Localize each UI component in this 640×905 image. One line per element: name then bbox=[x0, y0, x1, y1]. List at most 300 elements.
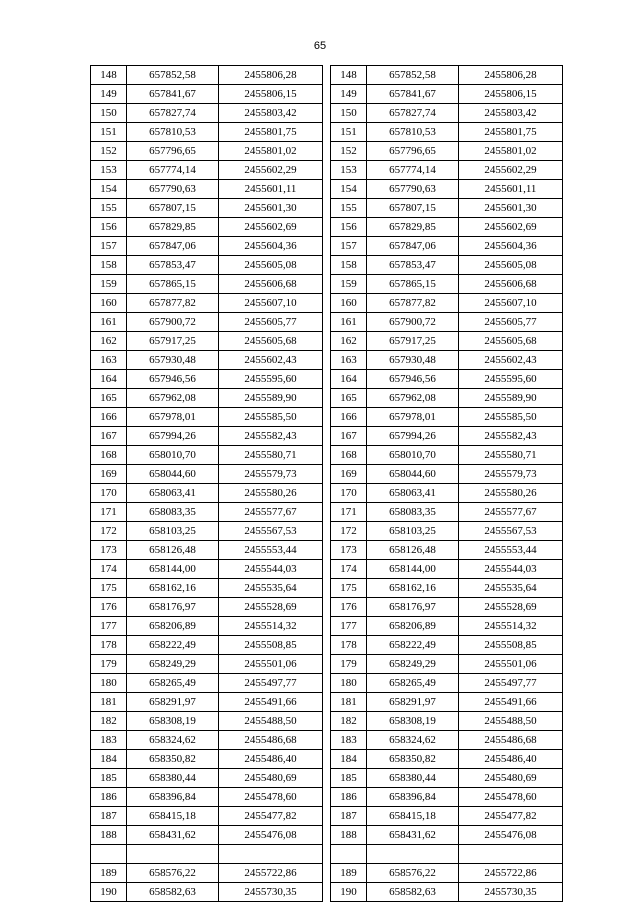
table-row bbox=[91, 636, 563, 655]
left-y-coordinate-cell: 2455595,60 bbox=[219, 370, 323, 389]
right-point-number-cell: 157 bbox=[331, 237, 367, 256]
left-x-coordinate-cell: 657900,72 bbox=[127, 313, 219, 332]
right-x-coordinate-cell: 657865,15 bbox=[367, 275, 459, 294]
right-y-coordinate-cell: 2455553,44 bbox=[459, 541, 563, 560]
left-y-coordinate-cell: 2455601,11 bbox=[219, 180, 323, 199]
right-point-number-cell: 171 bbox=[331, 503, 367, 522]
column-gap bbox=[323, 598, 331, 617]
left-y-coordinate-cell: 2455589,90 bbox=[219, 389, 323, 408]
left-x-coordinate-cell: 657810,53 bbox=[127, 123, 219, 142]
right-point-number-cell: 166 bbox=[331, 408, 367, 427]
table-row bbox=[91, 484, 563, 503]
right-x-coordinate-cell: 658576,22 bbox=[367, 864, 459, 883]
right-x-coordinate-cell: 657790,63 bbox=[367, 180, 459, 199]
left-x-coordinate-cell: 657841,67 bbox=[127, 85, 219, 104]
right-point-number-cell: 180 bbox=[331, 674, 367, 693]
table-row bbox=[91, 351, 563, 370]
right-x-coordinate-cell: 657877,82 bbox=[367, 294, 459, 313]
right-point-number-cell: 161 bbox=[331, 313, 367, 332]
left-x-coordinate-cell: 658103,25 bbox=[127, 522, 219, 541]
column-gap bbox=[323, 522, 331, 541]
left-point-number-cell: 170 bbox=[91, 484, 127, 503]
left-point-number-cell: 182 bbox=[91, 712, 127, 731]
table-row bbox=[91, 693, 563, 712]
right-x-coordinate-cell: 658249,29 bbox=[367, 655, 459, 674]
right-y-coordinate-cell: 2455803,42 bbox=[459, 104, 563, 123]
right-point-number-cell: 188 bbox=[331, 826, 367, 845]
column-gap bbox=[323, 731, 331, 750]
right-y-coordinate-cell: 2455486,40 bbox=[459, 750, 563, 769]
left-point-number-cell: 155 bbox=[91, 199, 127, 218]
right-x-coordinate-cell: 657807,15 bbox=[367, 199, 459, 218]
right-point-number-cell: 163 bbox=[331, 351, 367, 370]
right-x-coordinate-cell: 657810,53 bbox=[367, 123, 459, 142]
left-x-coordinate-cell: 658415,18 bbox=[127, 807, 219, 826]
right-point-number-cell: 182 bbox=[331, 712, 367, 731]
left-y-coordinate-cell: 2455478,60 bbox=[219, 788, 323, 807]
column-gap bbox=[323, 560, 331, 579]
right-y-coordinate-cell: 2455604,36 bbox=[459, 237, 563, 256]
table-row bbox=[91, 598, 563, 617]
right-y-coordinate-cell: 2455722,86 bbox=[459, 864, 563, 883]
right-x-coordinate-cell: 658126,48 bbox=[367, 541, 459, 560]
right-point-number-cell: 172 bbox=[331, 522, 367, 541]
left-y-coordinate-cell: 2455722,86 bbox=[219, 864, 323, 883]
right-y-coordinate-cell: 2455801,02 bbox=[459, 142, 563, 161]
right-x-coordinate-cell: 657994,26 bbox=[367, 427, 459, 446]
right-x-coordinate-cell: 657853,47 bbox=[367, 256, 459, 275]
table-row bbox=[91, 712, 563, 731]
left-y-coordinate-cell: 2455607,10 bbox=[219, 294, 323, 313]
table-row bbox=[91, 579, 563, 598]
left-y-coordinate-cell: 2455476,08 bbox=[219, 826, 323, 845]
table-row bbox=[91, 864, 563, 883]
table-row bbox=[91, 883, 563, 902]
column-gap bbox=[323, 142, 331, 161]
table-gap-row bbox=[91, 845, 563, 864]
left-y-coordinate-cell: 2455730,35 bbox=[219, 883, 323, 902]
table-row bbox=[91, 655, 563, 674]
table-row bbox=[91, 142, 563, 161]
right-y-coordinate-cell: 2455501,06 bbox=[459, 655, 563, 674]
right-y-coordinate-cell: 2455480,69 bbox=[459, 769, 563, 788]
left-y-coordinate-cell: 2455602,43 bbox=[219, 351, 323, 370]
left-point-number-cell: 183 bbox=[91, 731, 127, 750]
left-x-coordinate-cell: 658044,60 bbox=[127, 465, 219, 484]
right-point-number-cell: 153 bbox=[331, 161, 367, 180]
right-x-coordinate-cell: 657852,58 bbox=[367, 66, 459, 85]
table-row bbox=[91, 807, 563, 826]
table-row bbox=[91, 218, 563, 237]
table-row bbox=[91, 826, 563, 845]
table-row bbox=[91, 560, 563, 579]
left-y-coordinate-cell: 2455580,71 bbox=[219, 446, 323, 465]
right-x-coordinate-cell: 657962,08 bbox=[367, 389, 459, 408]
right-x-coordinate-cell: 657978,01 bbox=[367, 408, 459, 427]
right-y-coordinate-cell: 2455602,43 bbox=[459, 351, 563, 370]
column-gap bbox=[323, 712, 331, 731]
left-y-coordinate-cell: 2455606,68 bbox=[219, 275, 323, 294]
right-y-coordinate-cell: 2455567,53 bbox=[459, 522, 563, 541]
table-row bbox=[91, 750, 563, 769]
coordinate-table bbox=[90, 65, 563, 902]
left-x-coordinate-cell: 658350,82 bbox=[127, 750, 219, 769]
column-gap bbox=[323, 66, 331, 85]
column-gap bbox=[323, 864, 331, 883]
right-y-coordinate-cell: 2455806,28 bbox=[459, 66, 563, 85]
column-gap bbox=[323, 750, 331, 769]
right-point-number-cell: 150 bbox=[331, 104, 367, 123]
right-y-coordinate-cell: 2455580,26 bbox=[459, 484, 563, 503]
left-x-coordinate-cell: 658582,63 bbox=[127, 883, 219, 902]
right-y-coordinate-cell: 2455582,43 bbox=[459, 427, 563, 446]
left-point-number-cell: 162 bbox=[91, 332, 127, 351]
right-y-coordinate-cell: 2455477,82 bbox=[459, 807, 563, 826]
right-point-number-cell bbox=[331, 845, 367, 864]
left-x-coordinate-cell: 658010,70 bbox=[127, 446, 219, 465]
left-point-number-cell: 173 bbox=[91, 541, 127, 560]
left-point-number-cell: 150 bbox=[91, 104, 127, 123]
column-gap bbox=[323, 351, 331, 370]
left-x-coordinate-cell: 658249,29 bbox=[127, 655, 219, 674]
left-x-coordinate-cell: 658222,49 bbox=[127, 636, 219, 655]
table-row bbox=[91, 256, 563, 275]
left-x-coordinate-cell: 657807,15 bbox=[127, 199, 219, 218]
left-point-number-cell: 179 bbox=[91, 655, 127, 674]
left-y-coordinate-cell: 2455477,82 bbox=[219, 807, 323, 826]
left-point-number-cell: 178 bbox=[91, 636, 127, 655]
right-y-coordinate-cell: 2455476,08 bbox=[459, 826, 563, 845]
left-x-coordinate-cell: 658083,35 bbox=[127, 503, 219, 522]
left-y-coordinate-cell: 2455604,36 bbox=[219, 237, 323, 256]
left-point-number-cell: 188 bbox=[91, 826, 127, 845]
right-y-coordinate-cell: 2455801,75 bbox=[459, 123, 563, 142]
column-gap bbox=[323, 275, 331, 294]
left-x-coordinate-cell: 658063,41 bbox=[127, 484, 219, 503]
right-y-coordinate-cell: 2455589,90 bbox=[459, 389, 563, 408]
right-x-coordinate-cell: 658324,62 bbox=[367, 731, 459, 750]
left-x-coordinate-cell: 657774,14 bbox=[127, 161, 219, 180]
right-x-coordinate-cell: 657827,74 bbox=[367, 104, 459, 123]
right-y-coordinate-cell: 2455607,10 bbox=[459, 294, 563, 313]
right-point-number-cell: 164 bbox=[331, 370, 367, 389]
left-y-coordinate-cell: 2455605,08 bbox=[219, 256, 323, 275]
left-y-coordinate-cell: 2455801,75 bbox=[219, 123, 323, 142]
left-y-coordinate-cell: 2455801,02 bbox=[219, 142, 323, 161]
column-gap bbox=[323, 104, 331, 123]
right-x-coordinate-cell: 658063,41 bbox=[367, 484, 459, 503]
right-y-coordinate-cell: 2455601,30 bbox=[459, 199, 563, 218]
right-point-number-cell: 184 bbox=[331, 750, 367, 769]
right-x-coordinate-cell: 657946,56 bbox=[367, 370, 459, 389]
table-row bbox=[91, 370, 563, 389]
left-y-coordinate-cell: 2455497,77 bbox=[219, 674, 323, 693]
table-row bbox=[91, 161, 563, 180]
right-point-number-cell: 185 bbox=[331, 769, 367, 788]
left-point-number-cell: 163 bbox=[91, 351, 127, 370]
right-y-coordinate-cell bbox=[459, 845, 563, 864]
left-y-coordinate-cell: 2455585,50 bbox=[219, 408, 323, 427]
column-gap bbox=[323, 389, 331, 408]
table-row bbox=[91, 522, 563, 541]
left-x-coordinate-cell: 658576,22 bbox=[127, 864, 219, 883]
right-x-coordinate-cell: 657930,48 bbox=[367, 351, 459, 370]
table-row bbox=[91, 66, 563, 85]
left-point-number-cell: 184 bbox=[91, 750, 127, 769]
right-x-coordinate-cell: 658291,97 bbox=[367, 693, 459, 712]
right-point-number-cell: 167 bbox=[331, 427, 367, 446]
left-x-coordinate-cell: 657829,85 bbox=[127, 218, 219, 237]
left-x-coordinate-cell: 658431,62 bbox=[127, 826, 219, 845]
right-x-coordinate-cell: 658396,84 bbox=[367, 788, 459, 807]
right-x-coordinate-cell: 658350,82 bbox=[367, 750, 459, 769]
right-point-number-cell: 170 bbox=[331, 484, 367, 503]
right-point-number-cell: 183 bbox=[331, 731, 367, 750]
right-x-coordinate-cell: 658083,35 bbox=[367, 503, 459, 522]
left-y-coordinate-cell: 2455528,69 bbox=[219, 598, 323, 617]
column-gap bbox=[323, 845, 331, 864]
right-point-number-cell: 173 bbox=[331, 541, 367, 560]
right-y-coordinate-cell: 2455602,29 bbox=[459, 161, 563, 180]
column-gap bbox=[323, 294, 331, 313]
table-row bbox=[91, 769, 563, 788]
table-row bbox=[91, 104, 563, 123]
column-gap bbox=[323, 636, 331, 655]
right-y-coordinate-cell: 2455605,77 bbox=[459, 313, 563, 332]
left-point-number-cell: 159 bbox=[91, 275, 127, 294]
left-point-number-cell bbox=[91, 845, 127, 864]
left-x-coordinate-cell: 658324,62 bbox=[127, 731, 219, 750]
right-y-coordinate-cell: 2455508,85 bbox=[459, 636, 563, 655]
left-x-coordinate-cell: 657877,82 bbox=[127, 294, 219, 313]
left-y-coordinate-cell: 2455488,50 bbox=[219, 712, 323, 731]
left-y-coordinate-cell: 2455605,77 bbox=[219, 313, 323, 332]
right-point-number-cell: 174 bbox=[331, 560, 367, 579]
table-row bbox=[91, 275, 563, 294]
left-point-number-cell: 186 bbox=[91, 788, 127, 807]
column-gap bbox=[323, 256, 331, 275]
right-point-number-cell: 160 bbox=[331, 294, 367, 313]
right-x-coordinate-cell: 658308,19 bbox=[367, 712, 459, 731]
table-row bbox=[91, 180, 563, 199]
column-gap bbox=[323, 503, 331, 522]
right-y-coordinate-cell: 2455585,50 bbox=[459, 408, 563, 427]
left-point-number-cell: 181 bbox=[91, 693, 127, 712]
right-point-number-cell: 177 bbox=[331, 617, 367, 636]
table-row bbox=[91, 199, 563, 218]
right-x-coordinate-cell: 658582,63 bbox=[367, 883, 459, 902]
table-row bbox=[91, 408, 563, 427]
right-point-number-cell: 178 bbox=[331, 636, 367, 655]
right-point-number-cell: 190 bbox=[331, 883, 367, 902]
right-point-number-cell: 156 bbox=[331, 218, 367, 237]
left-point-number-cell: 171 bbox=[91, 503, 127, 522]
left-y-coordinate-cell: 2455486,40 bbox=[219, 750, 323, 769]
left-y-coordinate-cell: 2455602,29 bbox=[219, 161, 323, 180]
column-gap bbox=[323, 883, 331, 902]
column-gap bbox=[323, 693, 331, 712]
right-y-coordinate-cell: 2455606,68 bbox=[459, 275, 563, 294]
right-y-coordinate-cell: 2455486,68 bbox=[459, 731, 563, 750]
left-point-number-cell: 164 bbox=[91, 370, 127, 389]
left-x-coordinate-cell: 658308,19 bbox=[127, 712, 219, 731]
right-point-number-cell: 186 bbox=[331, 788, 367, 807]
right-y-coordinate-cell: 2455605,08 bbox=[459, 256, 563, 275]
right-x-coordinate-cell: 658010,70 bbox=[367, 446, 459, 465]
column-gap bbox=[323, 826, 331, 845]
right-point-number-cell: 187 bbox=[331, 807, 367, 826]
right-x-coordinate-cell: 658103,25 bbox=[367, 522, 459, 541]
left-point-number-cell: 149 bbox=[91, 85, 127, 104]
right-y-coordinate-cell: 2455602,69 bbox=[459, 218, 563, 237]
column-gap bbox=[323, 180, 331, 199]
column-gap bbox=[323, 655, 331, 674]
right-x-coordinate-cell: 658144,00 bbox=[367, 560, 459, 579]
right-x-coordinate-cell: 658265,49 bbox=[367, 674, 459, 693]
right-y-coordinate-cell: 2455579,73 bbox=[459, 465, 563, 484]
column-gap bbox=[323, 161, 331, 180]
left-point-number-cell: 160 bbox=[91, 294, 127, 313]
left-point-number-cell: 151 bbox=[91, 123, 127, 142]
right-point-number-cell: 168 bbox=[331, 446, 367, 465]
right-point-number-cell: 152 bbox=[331, 142, 367, 161]
left-y-coordinate-cell: 2455535,64 bbox=[219, 579, 323, 598]
right-y-coordinate-cell: 2455535,64 bbox=[459, 579, 563, 598]
right-x-coordinate-cell: 658222,49 bbox=[367, 636, 459, 655]
left-y-coordinate-cell: 2455580,26 bbox=[219, 484, 323, 503]
column-gap bbox=[323, 465, 331, 484]
right-y-coordinate-cell: 2455491,66 bbox=[459, 693, 563, 712]
right-point-number-cell: 148 bbox=[331, 66, 367, 85]
right-point-number-cell: 189 bbox=[331, 864, 367, 883]
left-x-coordinate-cell: 658396,84 bbox=[127, 788, 219, 807]
right-x-coordinate-cell: 658415,18 bbox=[367, 807, 459, 826]
left-x-coordinate-cell: 658380,44 bbox=[127, 769, 219, 788]
right-point-number-cell: 154 bbox=[331, 180, 367, 199]
table-row bbox=[91, 123, 563, 142]
left-y-coordinate-cell: 2455508,85 bbox=[219, 636, 323, 655]
right-y-coordinate-cell: 2455806,15 bbox=[459, 85, 563, 104]
left-x-coordinate-cell: 657790,63 bbox=[127, 180, 219, 199]
left-x-coordinate-cell: 657796,65 bbox=[127, 142, 219, 161]
left-y-coordinate-cell: 2455602,69 bbox=[219, 218, 323, 237]
right-y-coordinate-cell: 2455497,77 bbox=[459, 674, 563, 693]
right-x-coordinate-cell bbox=[367, 845, 459, 864]
left-y-coordinate-cell: 2455567,53 bbox=[219, 522, 323, 541]
left-point-number-cell: 174 bbox=[91, 560, 127, 579]
left-point-number-cell: 153 bbox=[91, 161, 127, 180]
left-x-coordinate-cell: 657946,56 bbox=[127, 370, 219, 389]
column-gap bbox=[323, 332, 331, 351]
table-row bbox=[91, 294, 563, 313]
column-gap bbox=[323, 408, 331, 427]
left-y-coordinate-cell: 2455480,69 bbox=[219, 769, 323, 788]
left-y-coordinate-cell: 2455601,30 bbox=[219, 199, 323, 218]
left-x-coordinate-cell bbox=[127, 845, 219, 864]
left-point-number-cell: 175 bbox=[91, 579, 127, 598]
page-number: 65 bbox=[313, 40, 327, 52]
right-point-number-cell: 181 bbox=[331, 693, 367, 712]
left-point-number-cell: 167 bbox=[91, 427, 127, 446]
table-row bbox=[91, 332, 563, 351]
table-row bbox=[91, 85, 563, 104]
left-point-number-cell: 157 bbox=[91, 237, 127, 256]
right-y-coordinate-cell: 2455730,35 bbox=[459, 883, 563, 902]
left-y-coordinate-cell bbox=[219, 845, 323, 864]
table-row bbox=[91, 788, 563, 807]
left-y-coordinate-cell: 2455544,03 bbox=[219, 560, 323, 579]
left-x-coordinate-cell: 658126,48 bbox=[127, 541, 219, 560]
left-x-coordinate-cell: 658206,89 bbox=[127, 617, 219, 636]
column-gap bbox=[323, 85, 331, 104]
column-gap bbox=[323, 313, 331, 332]
left-point-number-cell: 189 bbox=[91, 864, 127, 883]
right-x-coordinate-cell: 657917,25 bbox=[367, 332, 459, 351]
table-row bbox=[91, 389, 563, 408]
right-y-coordinate-cell: 2455580,71 bbox=[459, 446, 563, 465]
left-point-number-cell: 185 bbox=[91, 769, 127, 788]
right-x-coordinate-cell: 657900,72 bbox=[367, 313, 459, 332]
left-x-coordinate-cell: 657917,25 bbox=[127, 332, 219, 351]
right-x-coordinate-cell: 658162,16 bbox=[367, 579, 459, 598]
right-x-coordinate-cell: 657774,14 bbox=[367, 161, 459, 180]
left-point-number-cell: 180 bbox=[91, 674, 127, 693]
right-y-coordinate-cell: 2455528,69 bbox=[459, 598, 563, 617]
left-point-number-cell: 168 bbox=[91, 446, 127, 465]
table-row bbox=[91, 617, 563, 636]
column-gap bbox=[323, 199, 331, 218]
right-y-coordinate-cell: 2455488,50 bbox=[459, 712, 563, 731]
left-x-coordinate-cell: 658144,00 bbox=[127, 560, 219, 579]
right-x-coordinate-cell: 658431,62 bbox=[367, 826, 459, 845]
left-point-number-cell: 169 bbox=[91, 465, 127, 484]
table-row bbox=[91, 465, 563, 484]
table-row bbox=[91, 503, 563, 522]
right-x-coordinate-cell: 658380,44 bbox=[367, 769, 459, 788]
left-point-number-cell: 190 bbox=[91, 883, 127, 902]
column-gap bbox=[323, 617, 331, 636]
right-x-coordinate-cell: 658176,97 bbox=[367, 598, 459, 617]
right-y-coordinate-cell: 2455595,60 bbox=[459, 370, 563, 389]
table-row bbox=[91, 313, 563, 332]
right-y-coordinate-cell: 2455601,11 bbox=[459, 180, 563, 199]
right-point-number-cell: 155 bbox=[331, 199, 367, 218]
left-y-coordinate-cell: 2455501,06 bbox=[219, 655, 323, 674]
column-gap bbox=[323, 674, 331, 693]
right-y-coordinate-cell: 2455544,03 bbox=[459, 560, 563, 579]
left-x-coordinate-cell: 657962,08 bbox=[127, 389, 219, 408]
left-point-number-cell: 177 bbox=[91, 617, 127, 636]
left-x-coordinate-cell: 658176,97 bbox=[127, 598, 219, 617]
left-point-number-cell: 152 bbox=[91, 142, 127, 161]
left-y-coordinate-cell: 2455486,68 bbox=[219, 731, 323, 750]
right-x-coordinate-cell: 657829,85 bbox=[367, 218, 459, 237]
left-x-coordinate-cell: 657852,58 bbox=[127, 66, 219, 85]
left-y-coordinate-cell: 2455491,66 bbox=[219, 693, 323, 712]
left-y-coordinate-cell: 2455582,43 bbox=[219, 427, 323, 446]
right-y-coordinate-cell: 2455514,32 bbox=[459, 617, 563, 636]
table-row bbox=[91, 237, 563, 256]
left-x-coordinate-cell: 658291,97 bbox=[127, 693, 219, 712]
column-gap bbox=[323, 446, 331, 465]
left-point-number-cell: 166 bbox=[91, 408, 127, 427]
left-y-coordinate-cell: 2455553,44 bbox=[219, 541, 323, 560]
right-x-coordinate-cell: 657796,65 bbox=[367, 142, 459, 161]
right-point-number-cell: 176 bbox=[331, 598, 367, 617]
right-y-coordinate-cell: 2455478,60 bbox=[459, 788, 563, 807]
left-point-number-cell: 165 bbox=[91, 389, 127, 408]
left-y-coordinate-cell: 2455577,67 bbox=[219, 503, 323, 522]
